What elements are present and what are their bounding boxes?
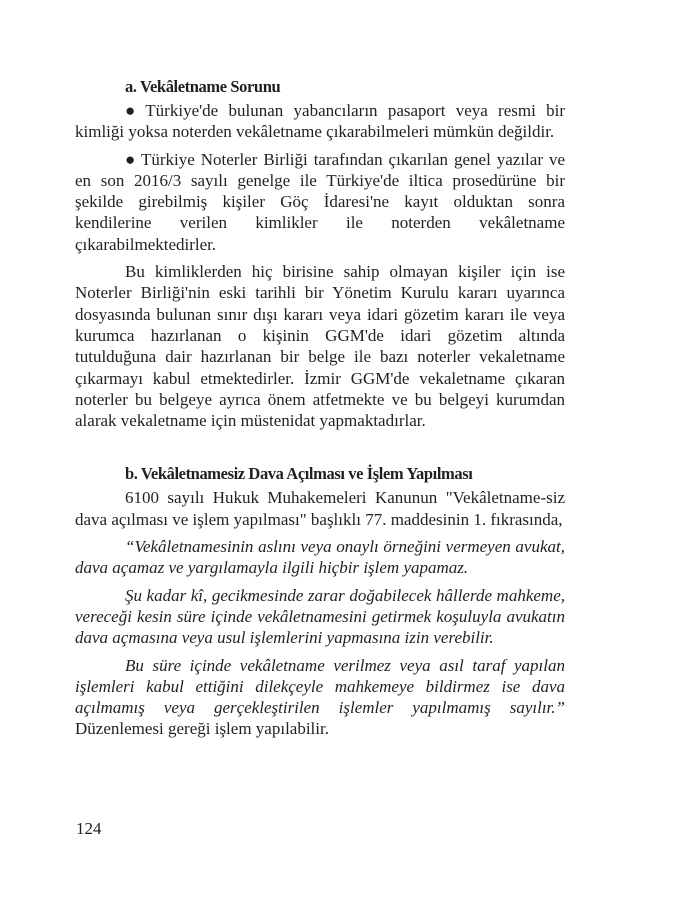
closing-text: Düzenlemesi gereği işlem yapılabilir. [75, 719, 329, 739]
bullet-icon: ● [125, 149, 137, 169]
section-a-heading: a. Vekâletname Sorunu [125, 77, 281, 96]
section-b-heading: b. Vekâletnamesiz Dava Açılması ve İşlem Yapılması [125, 464, 473, 484]
section-b-intro: 6100 sayılı Hukuk Muhakemeleri Kanunun "Vekâletname-siz dava açılması ve işlem yapılması" başlıklı 77. maddesinin 1. fıkrasında, [75, 488, 565, 529]
law-quote-3: Bu süre içinde vekâletname verilmez veya asıl taraf yapılan işlemleri kabul ettiğini dilekçeyle mahkemeye bildirmez ise dava açılmamış veya gerçekleştirilen işlemler yapılmamış sayılır.” [75, 655, 565, 718]
bullet-paragraph-1-text: Türkiye'de bulunan yabancıların pasaport veya resmi bir kimliği yoksa noterden vekâletname çıkarabilmeleri mümkün değildir. [75, 101, 565, 142]
law-quote-3-block [75, 655, 565, 740]
bullet-paragraph-2-text: Türkiye Noterler Birliği tarafından çıkarılan genel yazılar ve en son 2016/3 sayılı genelge ile Türkiye'de iltica prosedürüne bir şekilde girebilmiş kişiler Göç İdaresi'ne kayıt olduktan sonra kendilerine verilen kimlikler ile noterden vekâletname çıkarabilmektedirler. [75, 149, 565, 254]
section-gap [75, 437, 565, 463]
bullet-paragraph-1 [75, 100, 565, 143]
page-number: 124 [76, 819, 102, 838]
bullet-paragraph-2 [75, 149, 565, 255]
bullet-icon: ● [125, 101, 142, 120]
section-a-paragraph: Bu kimliklerden hiç birisine sahip olmayan kişiler için ise Noterler Birliği'nin eski tarihli bir Yönetim Kurulu kararı uyarınca dosyasında bulunan sınır dışı kararı veya idari gözetim kararı ile veya kurumca hazırlanan o kişinin GGM'de idari gözetim altında tutulduğuna dair hazırlanan bir belge ile bazı noterler vekaletname çıkarmayı kabul etmektedirler. İzmir GGM'de vekaletname çıkaran noterler bu belgeye ayrıca önem atfetmekte ve bu belgeyi kurumdan alarak vekaletname için müstenidat yapmaktadırlar. [75, 262, 565, 431]
document-page [75, 76, 565, 740]
law-quote-1: “Vekâletnamesinin aslını veya onaylı örneğini vermeyen avukat, dava açamaz ve yargılamayla ilgili hiçbir işlem yapamaz. [75, 537, 565, 578]
law-quote-2: Şu kadar kî, gecikmesinde zarar doğabilecek hâllerde mahkeme, vereceği kesin süre içinde vekâletnamesini getirmek koşuluyla avukatın dava açmasına veya usul işlemlerini yapmasına izin verebilir. [75, 585, 565, 648]
